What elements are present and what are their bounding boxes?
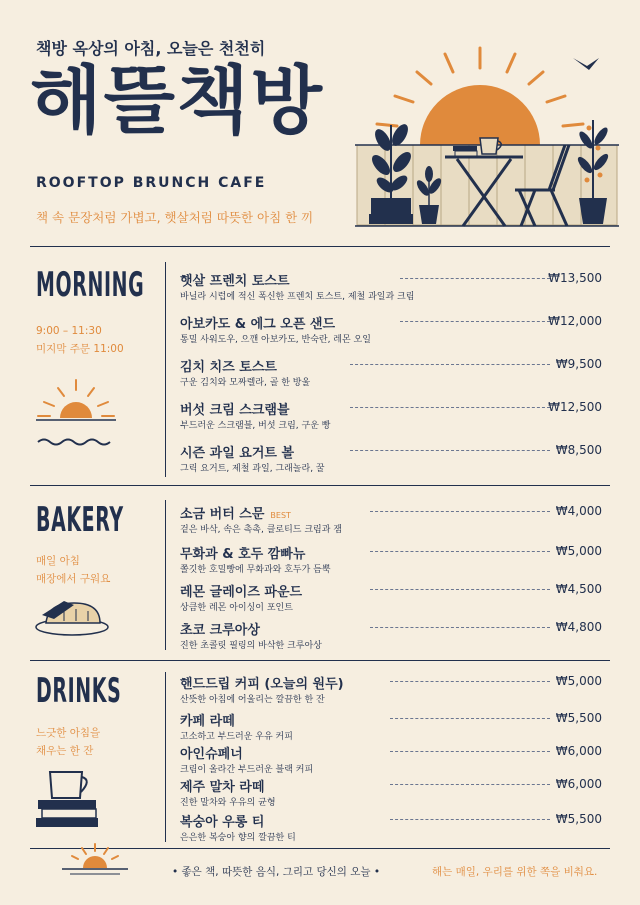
- menu-item: [180, 543, 602, 583]
- tagline: 책방 옥상의 아침, 오늘은 천천히: [36, 39, 266, 58]
- menu-item-price: ₩13,500: [548, 271, 602, 285]
- menu-item-name-text: 시즌 과일 요거트 볼: [180, 446, 295, 461]
- menu-item: [180, 313, 602, 353]
- bakery-note-2: 매장에서 구워요: [36, 573, 111, 585]
- morning-vline: [165, 262, 166, 477]
- menu-item-price: ₩5,000: [555, 544, 602, 558]
- menu-item-name-text: 핸드드립 커피 (오늘의 원두): [180, 677, 344, 692]
- drinks-note-2: 채우는 한 잔: [36, 745, 94, 757]
- menu-item-description: 그릭 요거트, 제철 과일, 그래놀라, 꿀: [180, 464, 325, 474]
- menu-item-name: [180, 673, 344, 692]
- menu-item-name: [180, 503, 291, 522]
- menu-item-name: [180, 743, 243, 762]
- menu-item-name: [180, 776, 264, 795]
- price-leader: [350, 450, 550, 451]
- sunrise-icon: [34, 376, 118, 450]
- best-badge: BEST: [270, 511, 291, 520]
- menu-item-price: ₩6,000: [555, 744, 602, 758]
- menu-item-name-text: 버섯 크림 스크램블: [180, 403, 290, 418]
- section-title-bakery: BAKERY: [36, 500, 124, 540]
- menu-item-name-text: 복숭아 우롱 티: [180, 815, 265, 830]
- bakery-note-1: 매일 아침: [36, 555, 80, 567]
- menu-item-name-text: 카페 라떼: [180, 714, 235, 729]
- menu-item-name: [180, 442, 294, 461]
- price-leader: [390, 819, 550, 820]
- menu-item-description: 고소하고 부드러운 우유 커피: [180, 732, 293, 742]
- menu-item-name: [180, 710, 235, 729]
- price-leader: [370, 589, 550, 590]
- menu-item-description: 상큼한 레몬 아이싱이 포인트: [180, 603, 293, 613]
- bakery-vline: [165, 500, 166, 650]
- rooftop-illustration: [355, 40, 625, 240]
- menu-item-price: ₩8,500: [555, 443, 602, 457]
- menu-item-description: 진한 말차와 우유의 균형: [180, 798, 276, 808]
- drinks-vline: [165, 672, 166, 842]
- menu-item-description: 은은한 복숭아 향의 깔끔한 티: [180, 833, 296, 843]
- menu-item-name: [180, 543, 305, 562]
- price-leader: [390, 751, 550, 752]
- menu-item: [180, 270, 602, 310]
- menu-item-description: 통밀 사워도우, 으깬 아보카도, 반숙란, 레몬 오일: [180, 335, 371, 345]
- menu-item-name: [180, 270, 290, 289]
- bird-icon: [573, 58, 599, 70]
- menu-item-description: 쫄깃한 호밀빵에 무화과와 호두가 듬뿍: [180, 565, 331, 575]
- menu-item-price: ₩4,000: [555, 504, 602, 518]
- price-leader: [350, 364, 550, 365]
- menu-item: [180, 776, 602, 816]
- menu-item-name: [180, 581, 302, 600]
- brand-title: 해뜰책방: [30, 58, 324, 144]
- footer-message: • 좋은 책, 따뜻한 음식, 그리고 당신의 오늘 •: [172, 866, 381, 878]
- morning-hours: 9:00 – 11:30: [36, 325, 102, 337]
- menu-item-name-text: 제주 말차 라떼: [180, 780, 265, 795]
- menu-item: [180, 442, 602, 482]
- menu-item-price: ₩4,800: [555, 620, 602, 634]
- menu-item-name-text: 레몬 글레이즈 파운드: [180, 585, 303, 600]
- menu-item: [180, 619, 602, 659]
- menu-item: [180, 503, 602, 543]
- price-leader: [390, 718, 550, 719]
- price-leader: [370, 627, 550, 628]
- menu-item: [180, 581, 602, 621]
- price-leader: [400, 278, 550, 279]
- menu-item-name: [180, 356, 277, 375]
- menu-item-name-text: 초코 크루아상: [180, 623, 260, 638]
- price-leader: [370, 511, 550, 512]
- price-leader: [400, 321, 550, 322]
- menu-item-name-text: 햇살 프렌치 토스트: [180, 274, 290, 289]
- menu-item: [180, 399, 602, 439]
- menu-item: [180, 673, 602, 713]
- menu-item-description: 바닐라 시럽에 적신 폭신한 프렌치 토스트, 제철 과일과 크림: [180, 292, 415, 302]
- menu-item-name-text: 소금 버터 스문: [180, 507, 265, 522]
- price-leader: [350, 407, 550, 408]
- bread-icon: [34, 593, 114, 639]
- menu-item-price: ₩5,000: [555, 674, 602, 688]
- menu-item-name-text: 아보카도 & 에그 오픈 샌드: [180, 317, 336, 332]
- morning-last-order: 미지막 주문 11:00: [36, 343, 124, 355]
- menu-item-name: [180, 313, 335, 332]
- menu-item-description: 부드러운 스크램블, 버섯 크림, 구운 빵: [180, 421, 331, 431]
- menu-item-description: 구운 김치와 모짜렐라, 골 한 방울: [180, 378, 311, 388]
- menu-item-name: [180, 399, 290, 418]
- menu-item-price: ₩12,500: [548, 400, 602, 414]
- menu-item-description: 크림이 올라간 부드러운 블랙 커피: [180, 765, 314, 775]
- menu-item-name-text: 무화과 & 호두 깜빠뉴: [180, 547, 306, 562]
- slogan: 책 속 문장처럼 가볍고, 햇살처럼 따뜻한 아침 한 끼: [36, 210, 314, 225]
- header-divider: [30, 246, 610, 247]
- menu-item-name: [180, 619, 260, 638]
- menu-item-name-text: 김치 치즈 토스트: [180, 360, 277, 375]
- section-title-drinks: DRINKS: [36, 671, 122, 711]
- menu-item-name: [180, 811, 264, 830]
- footer-tagline: 해는 매일, 우리를 위한 쪽을 비춰요.: [432, 866, 598, 878]
- price-leader: [390, 784, 550, 785]
- menu-item: [180, 356, 602, 396]
- menu-item-description: 산뜻한 아침에 어울리는 깔끔한 한 잔: [180, 695, 325, 705]
- section-divider-bakery: [30, 660, 610, 661]
- menu-item-price: ₩12,000: [548, 314, 602, 328]
- menu-item-price: ₩5,500: [555, 711, 602, 725]
- coffee-books-icon: [34, 768, 104, 830]
- menu-item-description: 진한 초콜릿 필링의 바삭한 크루아상: [180, 641, 322, 651]
- section-divider-morning: [30, 485, 610, 486]
- footer-sun-icon: [60, 842, 130, 878]
- menu-item: [180, 811, 602, 851]
- menu-item-price: ₩4,500: [555, 582, 602, 596]
- menu-item-description: 겉은 바삭, 속은 촉촉, 클로티드 크림과 잼: [180, 525, 342, 535]
- menu-item-price: ₩6,000: [555, 777, 602, 791]
- drinks-note-1: 느긋한 아침을: [36, 727, 101, 739]
- subtitle: ROOFTOP BRUNCH CAFE: [36, 175, 267, 191]
- menu-item-price: ₩5,500: [555, 812, 602, 826]
- price-leader: [390, 681, 550, 682]
- menu-item-price: ₩9,500: [555, 357, 602, 371]
- price-leader: [370, 551, 550, 552]
- menu-item-name-text: 아인슈페너: [180, 747, 243, 762]
- section-title-morning: MORNING: [36, 265, 145, 305]
